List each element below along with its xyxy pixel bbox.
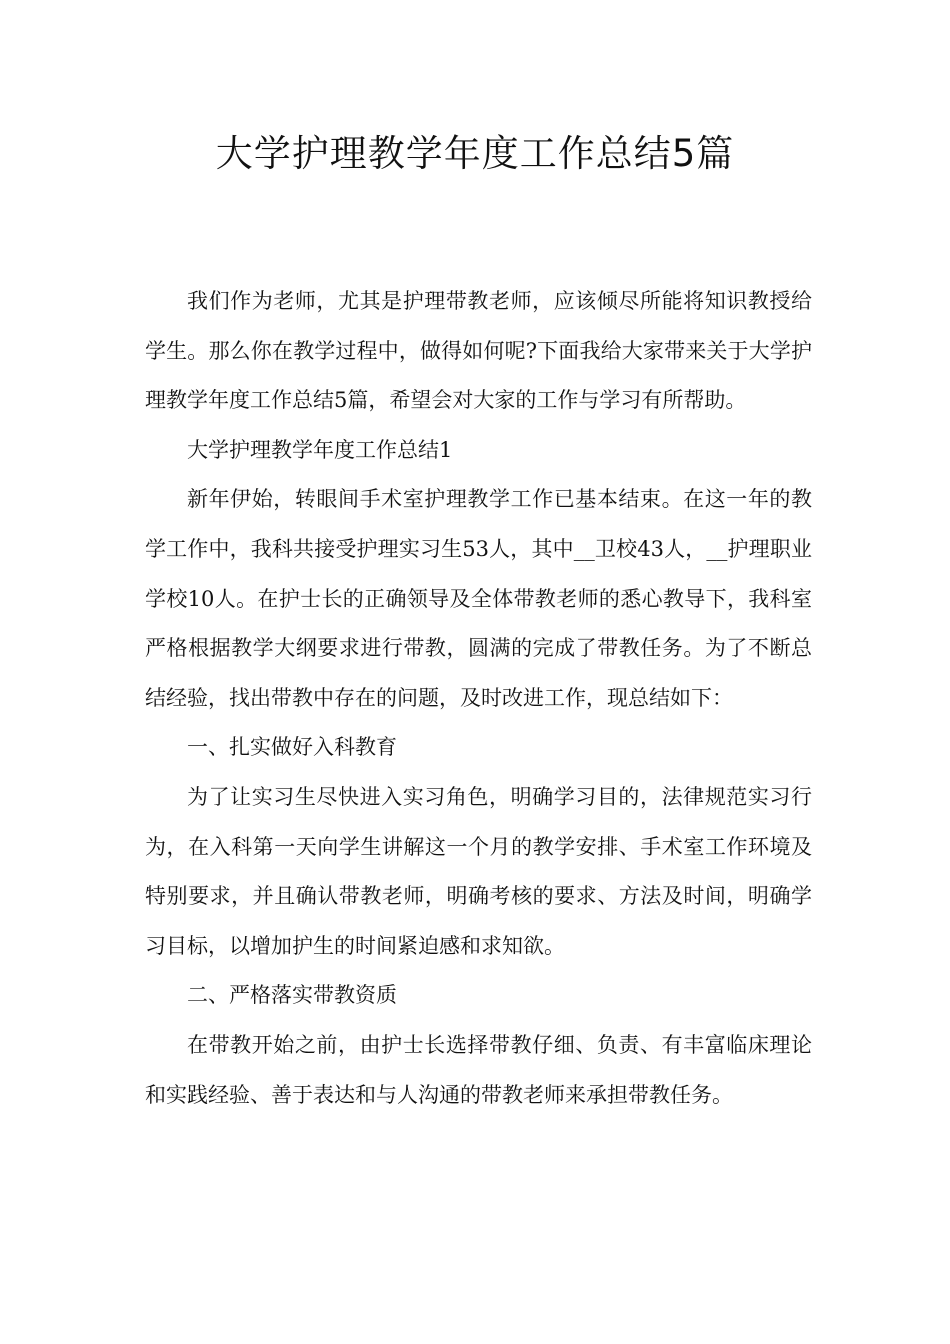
subheading-teaching-qualification: 二、严格落实带教资质: [187, 983, 397, 1008]
subheading-entry-education: 一、扎实做好入科教育: [187, 735, 397, 760]
document-title: 大学护理教学年度工作总结5篇: [215, 132, 735, 175]
body-paragraph: 为了让实习生尽快进入实习角色，明确学习目的，法律规范实习行为，在入科第一天向学生讲解这一个月的教学安排、手术室工作环境及特别要求，并且确认带教老师，明确考核的要求、方法及时间，明确学习目标，以增加护生的时间紧迫感和求知欲。: [145, 784, 812, 958]
section-heading-summary-1: 大学护理教学年度工作总结1: [187, 437, 453, 462]
body-paragraph: 在带教开始之前，由护士长选择带教仔细、负责、有丰富临床理论和实践经验、善于表达和与人沟通的带教老师来承担带教任务。: [145, 1032, 812, 1107]
document-body: [145, 277, 812, 1120]
intro-paragraph: 我们作为老师，尤其是护理带教老师，应该倾尽所能将知识教授给学生。那么你在教学过程中，做得如何呢?下面我给大家带来关于大学护理教学年度工作总结5篇，希望会对大家的工作与学习有所帮助。: [145, 289, 812, 413]
body-paragraph: 新年伊始，转眼间手术室护理教学工作已基本结束。在这一年的教学工作中，我科共接受护理实习生53人，其中__卫校43人，__护理职业学校10人。在护士长的正确领导及全体带教老师的悉心教导下，我科室严格根据教学大纲要求进行带教，圆满的完成了带教任务。为了不断总结经验，找出带教中存在的问题，及时改进工作，现总结如下：: [145, 487, 812, 710]
